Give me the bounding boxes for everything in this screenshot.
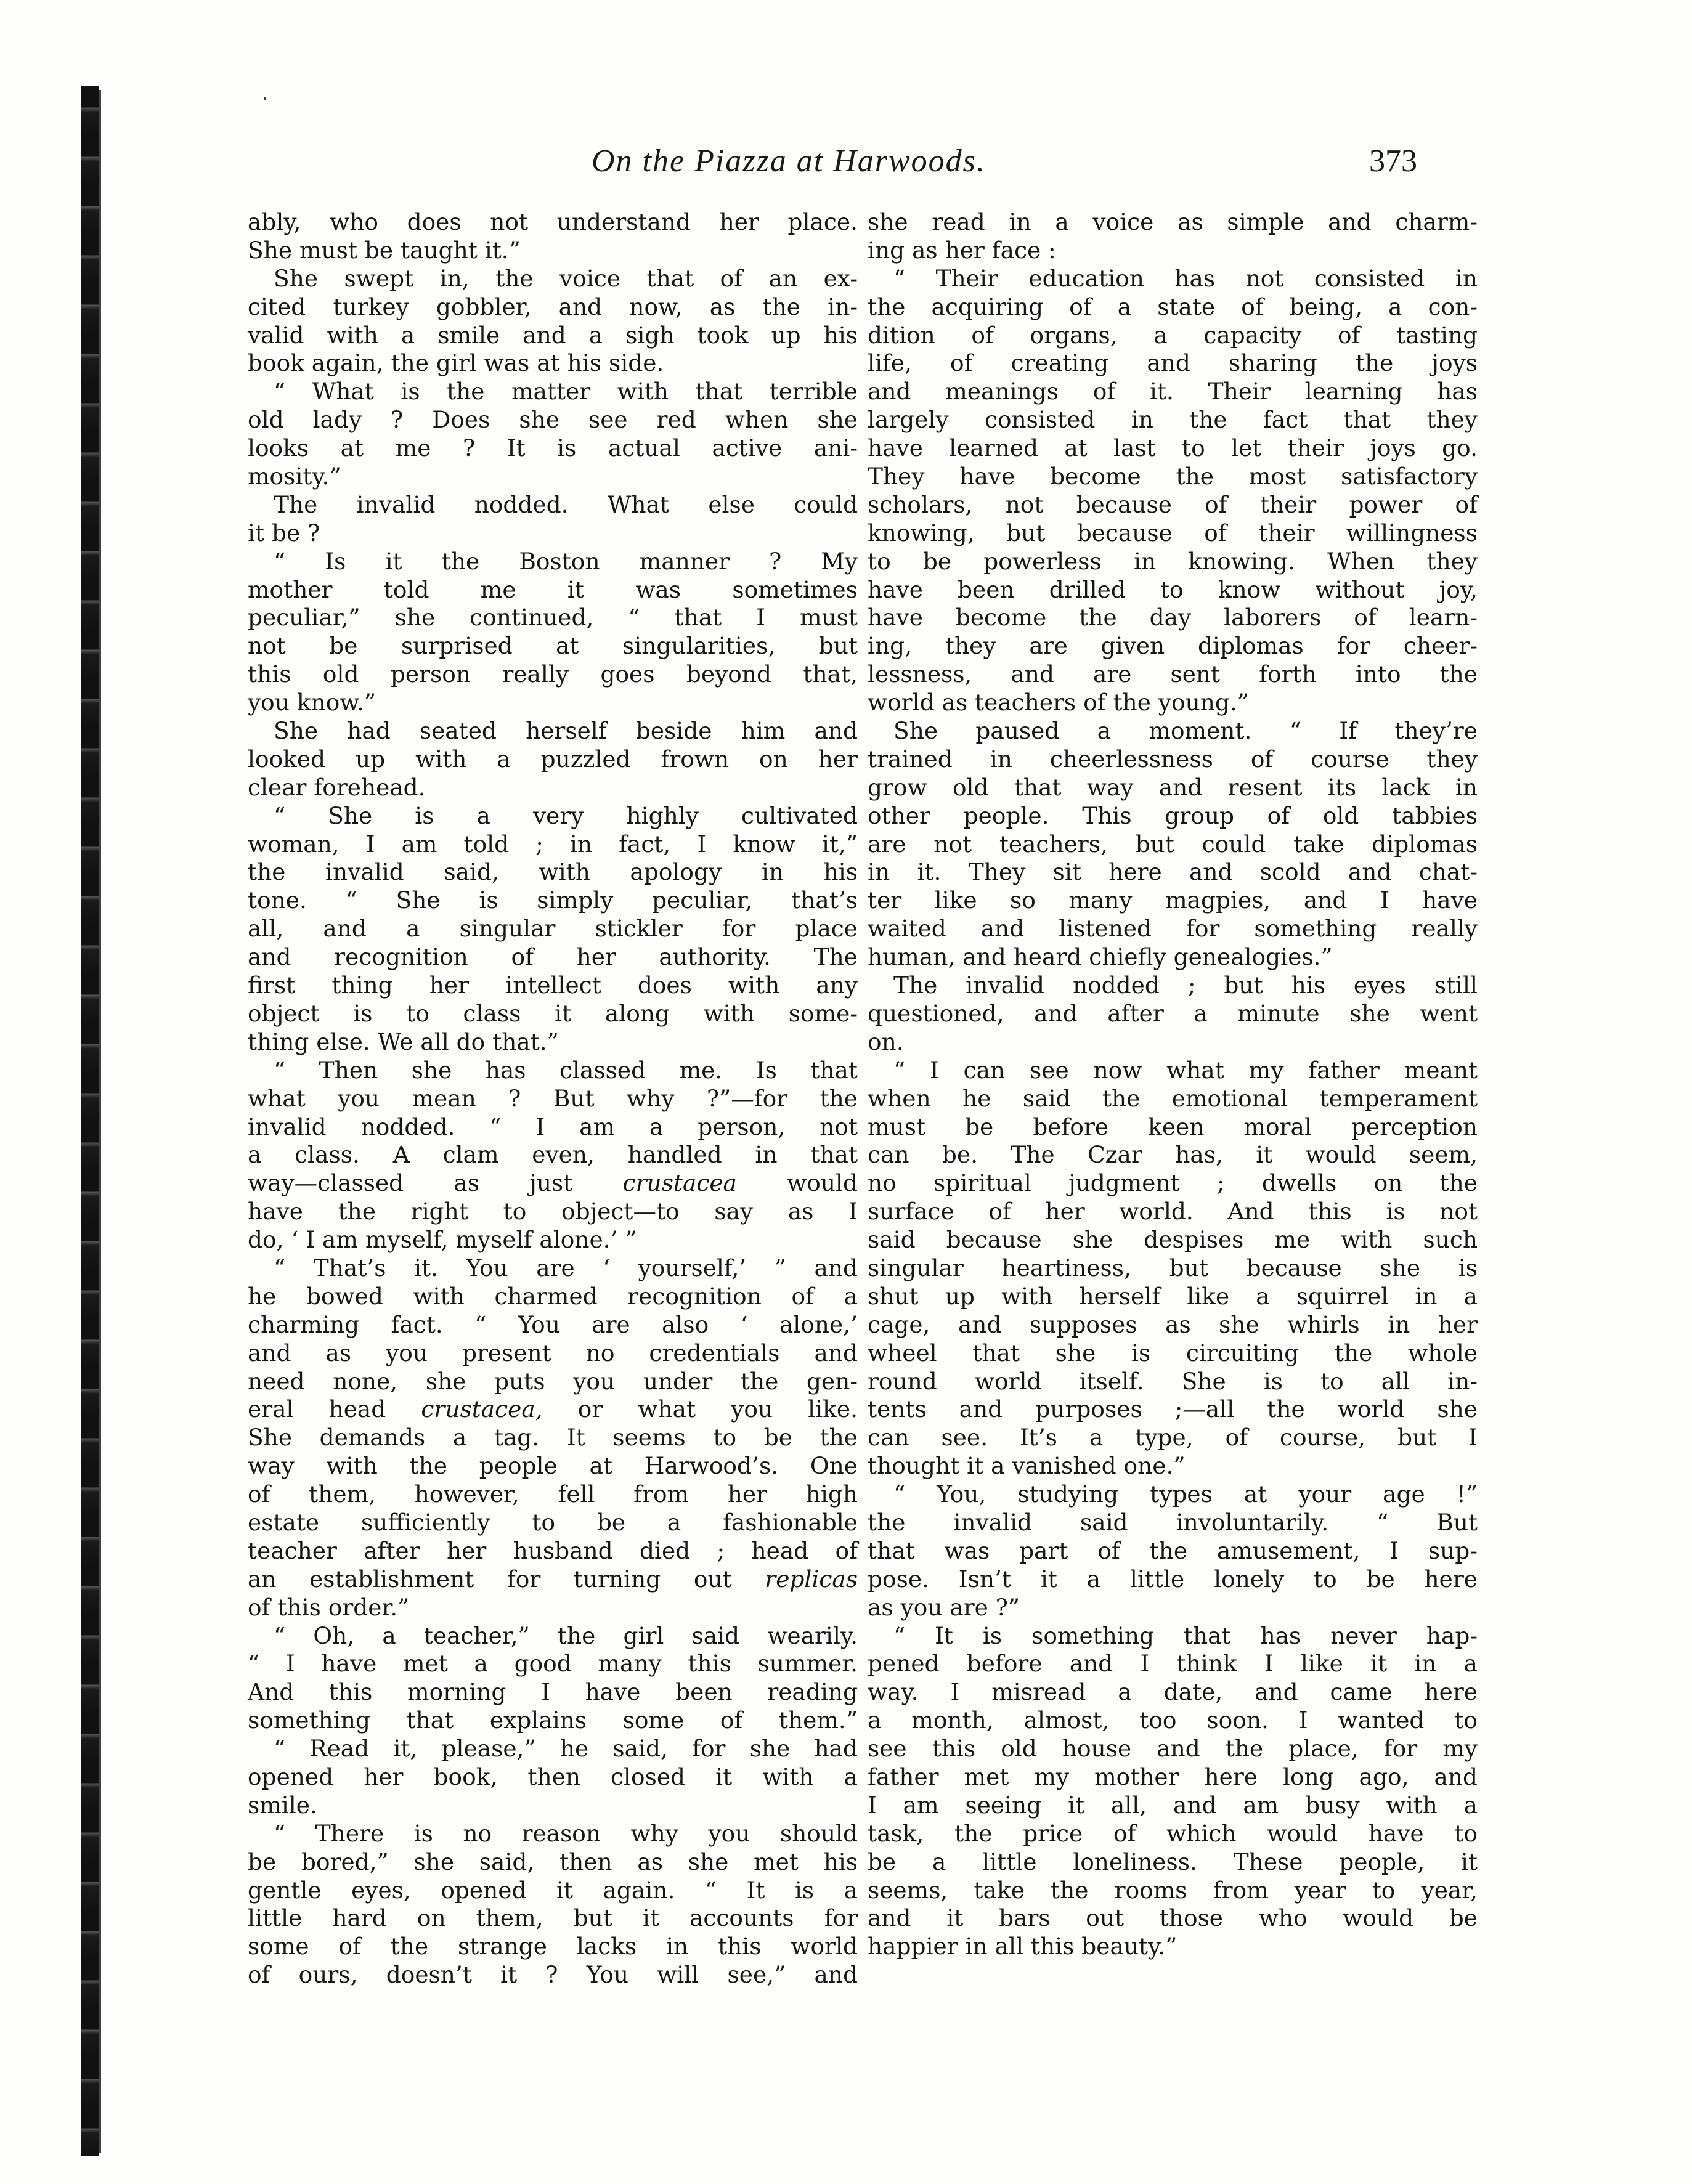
text-run: ably, who does not understand her place. bbox=[248, 208, 858, 235]
text-run: on. bbox=[868, 1028, 904, 1055]
text-run: gentle eyes, opened it again. “ It is a bbox=[248, 1876, 858, 1904]
text-run: be bored,” she said, then as she met his bbox=[248, 1848, 858, 1875]
text-run: a month, almost, too soon. I wanted to bbox=[868, 1707, 1478, 1734]
text-line bbox=[868, 1424, 1478, 1452]
text-run: “ She is a very highly cultivated bbox=[274, 802, 858, 829]
text-line bbox=[868, 1169, 1478, 1198]
text-line bbox=[868, 378, 1478, 406]
text-run: invalid nodded. “ I am a person, not bbox=[248, 1113, 858, 1140]
text-line bbox=[248, 1904, 858, 1933]
text-run: thought it a vanished one.” bbox=[868, 1452, 1186, 1480]
text-line bbox=[248, 1311, 858, 1339]
text-line bbox=[248, 604, 858, 632]
text-run: “ What is the matter with that terrible bbox=[274, 378, 858, 405]
text-run: human, and heard chiefly genealogies.” bbox=[868, 943, 1333, 971]
text-run: are not teachers, but could take diplomas bbox=[868, 830, 1478, 858]
text-run: They have become the most satisfactory bbox=[868, 463, 1478, 490]
text-run: little hard on them, but it accounts for bbox=[248, 1904, 858, 1932]
text-line bbox=[868, 1848, 1478, 1877]
text-run: smile. bbox=[248, 1791, 317, 1819]
text-run: some of the strange lacks in this world bbox=[248, 1933, 858, 1960]
text-run: surface of her world. And this is not bbox=[868, 1198, 1478, 1225]
right-text-column bbox=[868, 208, 1478, 1961]
text-line bbox=[868, 1904, 1478, 1933]
text-run: other people. This group of old tabbies bbox=[868, 802, 1478, 829]
text-run: tents and purposes ;—all the world she bbox=[868, 1395, 1478, 1423]
text-line bbox=[248, 576, 858, 604]
text-run: as you are ?” bbox=[868, 1593, 1020, 1621]
text-run: looks at me ? It is actual active ani- bbox=[248, 434, 858, 462]
text-line bbox=[248, 1877, 858, 1905]
text-run: dition of organs, a capacity of tasting bbox=[868, 321, 1478, 349]
text-run: the invalid said, with apology in his bbox=[248, 858, 858, 886]
text-line bbox=[868, 1226, 1478, 1254]
text-run: “ Is it the Boston manner ? My bbox=[274, 547, 858, 575]
text-run: first thing her intellect does with any bbox=[248, 972, 858, 999]
text-run: She swept in, the voice that of an ex- bbox=[274, 264, 858, 292]
text-line bbox=[868, 1057, 1478, 1085]
text-run: and it bars out those who would be bbox=[868, 1904, 1478, 1932]
text-run: The invalid nodded. What else could bbox=[274, 490, 858, 518]
text-run: or what you like. bbox=[542, 1395, 858, 1423]
text-line bbox=[868, 322, 1478, 350]
text-line bbox=[248, 660, 858, 689]
text-run: cited turkey gobbler, and now, as the in- bbox=[248, 293, 858, 320]
text-run: trained in cheerlessness of course they bbox=[868, 745, 1478, 773]
text-line bbox=[868, 1198, 1478, 1226]
text-run: need none, she puts you under the gen- bbox=[248, 1367, 858, 1395]
text-line bbox=[868, 1820, 1478, 1848]
text-line bbox=[868, 1254, 1478, 1283]
text-run: you know.” bbox=[248, 689, 376, 716]
text-line bbox=[868, 1537, 1478, 1565]
text-line bbox=[248, 1169, 858, 1198]
text-run: tone. “ She is simply peculiar, that’s bbox=[248, 887, 858, 914]
text-run: all, and a singular stickler for place bbox=[248, 915, 858, 943]
text-line bbox=[868, 1933, 1478, 1961]
text-run: opened her book, then closed it with a bbox=[248, 1763, 858, 1790]
ink-speck bbox=[264, 97, 266, 100]
text-run: would bbox=[736, 1169, 858, 1197]
text-run: this old person really goes beyond that, bbox=[248, 660, 858, 688]
text-run: round world itself. She is to all in- bbox=[868, 1367, 1478, 1395]
text-line bbox=[868, 1452, 1478, 1480]
text-line bbox=[248, 1480, 858, 1509]
text-line bbox=[248, 378, 858, 406]
text-run: old lady ? Does she see red when she bbox=[248, 406, 858, 434]
text-run: way with the people at Harwood’s. One bbox=[248, 1452, 858, 1480]
text-line bbox=[248, 1141, 858, 1169]
text-run: and recognition of her authority. The bbox=[248, 943, 858, 971]
text-run: “ It is something that has never hap- bbox=[893, 1622, 1478, 1649]
text-run: wheel that she is circuiting the whole bbox=[868, 1339, 1478, 1366]
text-run: mother told me it was sometimes bbox=[248, 575, 858, 603]
text-line bbox=[248, 1000, 858, 1028]
text-line bbox=[248, 1707, 858, 1735]
text-run: task, the price of which would have to bbox=[868, 1819, 1478, 1847]
text-run: no spiritual judgment ; dwells on the bbox=[868, 1169, 1478, 1197]
text-line bbox=[868, 1792, 1478, 1820]
text-run: She paused a moment. “ If they’re bbox=[893, 717, 1478, 745]
text-line bbox=[248, 802, 858, 830]
text-line bbox=[868, 463, 1478, 491]
text-line bbox=[248, 887, 858, 915]
text-line bbox=[248, 1339, 858, 1368]
text-line bbox=[868, 1707, 1478, 1735]
text-line bbox=[248, 1848, 858, 1877]
text-line bbox=[868, 293, 1478, 322]
left-text-column bbox=[248, 208, 858, 1989]
text-line bbox=[248, 1509, 858, 1537]
text-run: “ You, studying types at your age !” bbox=[893, 1480, 1478, 1508]
text-line bbox=[248, 1368, 858, 1396]
text-run: teacher after her husband died ; head of bbox=[248, 1537, 858, 1564]
text-run: and meanings of it. Their learning has bbox=[868, 378, 1478, 405]
text-line bbox=[248, 1198, 858, 1226]
text-run: of them, however, fell from her high bbox=[248, 1480, 858, 1508]
text-line bbox=[248, 774, 858, 802]
text-run: can be. The Czar has, it would seem, bbox=[868, 1141, 1478, 1169]
text-run: cage, and supposes as she whirls in her bbox=[868, 1310, 1478, 1338]
text-line bbox=[868, 349, 1478, 378]
text-line bbox=[868, 774, 1478, 802]
text-run: seems, take the rooms from year to year, bbox=[868, 1876, 1478, 1904]
text-run: lessness, and are sent forth into the bbox=[868, 660, 1478, 688]
text-line bbox=[248, 463, 858, 491]
text-line bbox=[868, 802, 1478, 830]
text-line bbox=[248, 858, 858, 887]
text-run: must be before keen moral perception bbox=[868, 1113, 1478, 1140]
text-line bbox=[248, 1820, 858, 1848]
text-line bbox=[868, 915, 1478, 943]
text-line bbox=[248, 1424, 858, 1452]
text-line bbox=[868, 1000, 1478, 1028]
text-run: “ There is no reason why you should bbox=[274, 1819, 858, 1847]
text-run: clear forehead. bbox=[248, 773, 426, 801]
text-line bbox=[248, 1113, 858, 1142]
text-line bbox=[868, 887, 1478, 915]
text-line bbox=[248, 1226, 858, 1254]
text-line bbox=[248, 1961, 858, 1989]
text-run: “ I have met a good many this summer. bbox=[248, 1650, 858, 1678]
text-line bbox=[868, 208, 1478, 237]
italic-term: replicas bbox=[765, 1565, 858, 1593]
text-line bbox=[868, 632, 1478, 660]
book-spine-edge bbox=[81, 86, 99, 2156]
text-line bbox=[248, 1622, 858, 1650]
text-line bbox=[248, 1735, 858, 1763]
text-line bbox=[868, 1311, 1478, 1339]
text-line bbox=[868, 830, 1478, 859]
text-run: estate sufficiently to be a fashionable bbox=[248, 1508, 858, 1536]
running-title: On the Piazza at Harwoods. bbox=[592, 144, 986, 179]
text-run: “ That’s it. You are ‘ yourself,’ ” and bbox=[274, 1254, 858, 1281]
text-run: She demands a tag. It seems to be the bbox=[248, 1424, 858, 1451]
text-line bbox=[248, 1650, 858, 1678]
text-run: the acquiring of a state of being, a con- bbox=[868, 293, 1478, 320]
text-line bbox=[248, 1792, 858, 1820]
text-run: “ Then she has classed me. Is that bbox=[274, 1056, 858, 1084]
text-run: have been drilled to know without joy, bbox=[868, 575, 1478, 603]
text-run: be a little loneliness. These people, it bbox=[868, 1848, 1478, 1875]
text-run: when he said the emotional temperament bbox=[868, 1084, 1478, 1112]
text-run: of this order.” bbox=[248, 1593, 410, 1621]
text-line bbox=[868, 237, 1478, 265]
text-line bbox=[248, 1028, 858, 1057]
text-run: looked up with a puzzled frown on her bbox=[248, 745, 858, 773]
text-run: father met my mother here long ago, and bbox=[868, 1763, 1478, 1790]
text-run: eral head bbox=[248, 1395, 421, 1423]
text-run: ing as her face : bbox=[868, 236, 1056, 264]
text-line bbox=[248, 830, 858, 859]
text-run: have become the day laborers of learn- bbox=[868, 604, 1478, 631]
text-line bbox=[868, 689, 1478, 717]
text-line bbox=[868, 1283, 1478, 1311]
text-run: woman, I am told ; in fact, I know it,” bbox=[248, 830, 858, 858]
text-run: pose. Isn’t it a little lonely to be here bbox=[868, 1565, 1478, 1593]
text-line bbox=[868, 576, 1478, 604]
text-run: said because she despises me with such bbox=[868, 1226, 1478, 1254]
text-run: thing else. We all do that.” bbox=[248, 1028, 559, 1055]
text-run: can see. It’s a type, of course, but I bbox=[868, 1424, 1478, 1451]
text-line bbox=[248, 434, 858, 463]
text-line bbox=[248, 717, 858, 745]
text-run: largely consisted in the fact that they bbox=[868, 406, 1478, 434]
text-line bbox=[248, 1085, 858, 1113]
text-line bbox=[868, 1735, 1478, 1763]
text-line bbox=[868, 406, 1478, 434]
text-line bbox=[248, 745, 858, 774]
text-run: “ Read it, please,” he said, for she had bbox=[274, 1735, 858, 1763]
text-line bbox=[248, 1057, 858, 1085]
text-run: he bowed with charmed recognition of a bbox=[248, 1282, 858, 1310]
text-run: an establishment for turning out bbox=[248, 1565, 765, 1593]
text-line bbox=[868, 519, 1478, 548]
text-line bbox=[248, 293, 858, 322]
text-line bbox=[248, 491, 858, 519]
text-line bbox=[868, 1141, 1478, 1169]
text-run: She had seated herself beside him and bbox=[274, 717, 858, 745]
text-run: happier in all this beauty.” bbox=[868, 1933, 1177, 1960]
text-line bbox=[248, 1678, 858, 1707]
text-run: and as you present no credentials and bbox=[248, 1339, 858, 1366]
text-run: that was part of the amusement, I sup- bbox=[868, 1537, 1478, 1564]
text-run: object is to class it along with some- bbox=[248, 999, 858, 1027]
italic-term: crustacea bbox=[622, 1169, 737, 1197]
text-line bbox=[248, 1283, 858, 1311]
text-line bbox=[868, 858, 1478, 887]
text-line bbox=[868, 265, 1478, 293]
text-line bbox=[248, 915, 858, 943]
text-line bbox=[868, 548, 1478, 576]
text-line bbox=[868, 1594, 1478, 1622]
text-run: singular heartiness, but because she is bbox=[868, 1254, 1478, 1281]
text-run: she read in a voice as simple and charm- bbox=[868, 208, 1478, 235]
page-number: 373 bbox=[1369, 144, 1417, 179]
text-line bbox=[248, 265, 858, 293]
text-run: “ Oh, a teacher,” the girl said wearily. bbox=[274, 1622, 858, 1649]
text-line bbox=[248, 1254, 858, 1283]
text-line bbox=[868, 1085, 1478, 1113]
text-line bbox=[868, 717, 1478, 745]
text-line bbox=[868, 745, 1478, 774]
text-line bbox=[248, 208, 858, 237]
text-line bbox=[248, 1395, 858, 1424]
text-run: ing, they are given diplomas for cheer- bbox=[868, 632, 1478, 660]
text-run: knowing, but because of their willingness bbox=[868, 519, 1478, 546]
text-run: have the right to object—to say as I bbox=[248, 1198, 858, 1225]
text-run: questioned, and after a minute she went bbox=[868, 999, 1478, 1027]
text-run: grow old that way and resent its lack in bbox=[868, 773, 1478, 801]
text-line bbox=[248, 972, 858, 1000]
text-run: a class. A clam even, handled in that bbox=[248, 1141, 858, 1169]
text-line bbox=[868, 1395, 1478, 1424]
text-line bbox=[868, 1622, 1478, 1650]
text-run: ter like so many magpies, and I have bbox=[868, 887, 1478, 914]
text-run: something that explains some of them.” bbox=[248, 1707, 858, 1734]
text-line bbox=[868, 943, 1478, 972]
text-run: mosity.” bbox=[248, 463, 341, 490]
text-line bbox=[868, 1028, 1478, 1057]
text-run: And this morning I have been reading bbox=[248, 1678, 858, 1706]
text-run: to be powerless in knowing. When they bbox=[868, 547, 1478, 575]
text-line bbox=[248, 349, 858, 378]
text-line bbox=[248, 406, 858, 434]
text-line bbox=[868, 1877, 1478, 1905]
text-run: in it. They sit here and scold and chat- bbox=[868, 858, 1478, 886]
text-run: valid with a smile and a sigh took up his bbox=[248, 321, 858, 349]
text-run: pened before and I think I like it in a bbox=[868, 1650, 1478, 1678]
text-run: I am seeing it all, and am busy with a bbox=[868, 1791, 1478, 1819]
text-line bbox=[868, 434, 1478, 463]
text-run: of ours, doesn’t it ? You will see,” and bbox=[248, 1961, 858, 1989]
text-line bbox=[248, 1452, 858, 1480]
text-line bbox=[248, 1565, 858, 1594]
text-run: shut up with herself like a squirrel in a bbox=[868, 1282, 1478, 1310]
text-line bbox=[248, 689, 858, 717]
text-run: “ Their education has not consisted in bbox=[893, 264, 1478, 292]
text-line bbox=[868, 1113, 1478, 1142]
text-run: way. I misread a date, and came here bbox=[868, 1678, 1478, 1706]
text-line bbox=[868, 1678, 1478, 1707]
text-line bbox=[868, 1650, 1478, 1678]
text-run: not be surprised at singularities, but bbox=[248, 632, 858, 660]
text-line bbox=[248, 1933, 858, 1961]
text-line bbox=[868, 491, 1478, 519]
text-line bbox=[868, 1565, 1478, 1594]
text-run: waited and listened for something really bbox=[868, 915, 1478, 943]
text-line bbox=[248, 1537, 858, 1565]
text-line bbox=[868, 972, 1478, 1000]
text-line bbox=[248, 943, 858, 972]
text-line bbox=[868, 1763, 1478, 1792]
text-line bbox=[248, 322, 858, 350]
text-line bbox=[248, 1763, 858, 1792]
text-line bbox=[868, 1480, 1478, 1509]
text-line bbox=[868, 1339, 1478, 1368]
text-line bbox=[248, 548, 858, 576]
text-run: have learned at last to let their joys go. bbox=[868, 434, 1478, 462]
text-run: The invalid nodded ; but his eyes still bbox=[893, 972, 1478, 999]
text-run: it be ? bbox=[248, 519, 320, 546]
text-run: charming fact. “ You are also ‘ alone,’ bbox=[248, 1310, 858, 1338]
text-run: world as teachers of the young.” bbox=[868, 689, 1249, 716]
text-line bbox=[248, 519, 858, 548]
text-run: life, of creating and sharing the joys bbox=[868, 349, 1478, 377]
text-run: what you mean ? But why ?”—for the bbox=[248, 1084, 858, 1112]
text-run: way—classed as just bbox=[248, 1169, 623, 1197]
text-run: peculiar,” she continued, “ that I must bbox=[248, 604, 858, 631]
text-run: “ I can see now what my father meant bbox=[893, 1056, 1478, 1084]
text-line bbox=[248, 1594, 858, 1622]
italic-term: crustacea, bbox=[421, 1395, 543, 1423]
text-line bbox=[868, 1368, 1478, 1396]
text-line bbox=[868, 660, 1478, 689]
text-line bbox=[248, 632, 858, 660]
text-line bbox=[868, 604, 1478, 632]
text-line bbox=[868, 1509, 1478, 1537]
page-header bbox=[0, 143, 1692, 186]
text-run: the invalid said involuntarily. “ But bbox=[868, 1508, 1478, 1536]
text-run: scholars, not because of their power of bbox=[868, 490, 1478, 518]
text-line bbox=[248, 237, 858, 265]
text-run: book again, the girl was at his side. bbox=[248, 349, 664, 377]
text-run: do, ‘ I am myself, myself alone.’ ” bbox=[248, 1226, 637, 1254]
text-run: see this old house and the place, for my bbox=[868, 1735, 1478, 1763]
text-run: She must be taught it.” bbox=[248, 236, 521, 264]
